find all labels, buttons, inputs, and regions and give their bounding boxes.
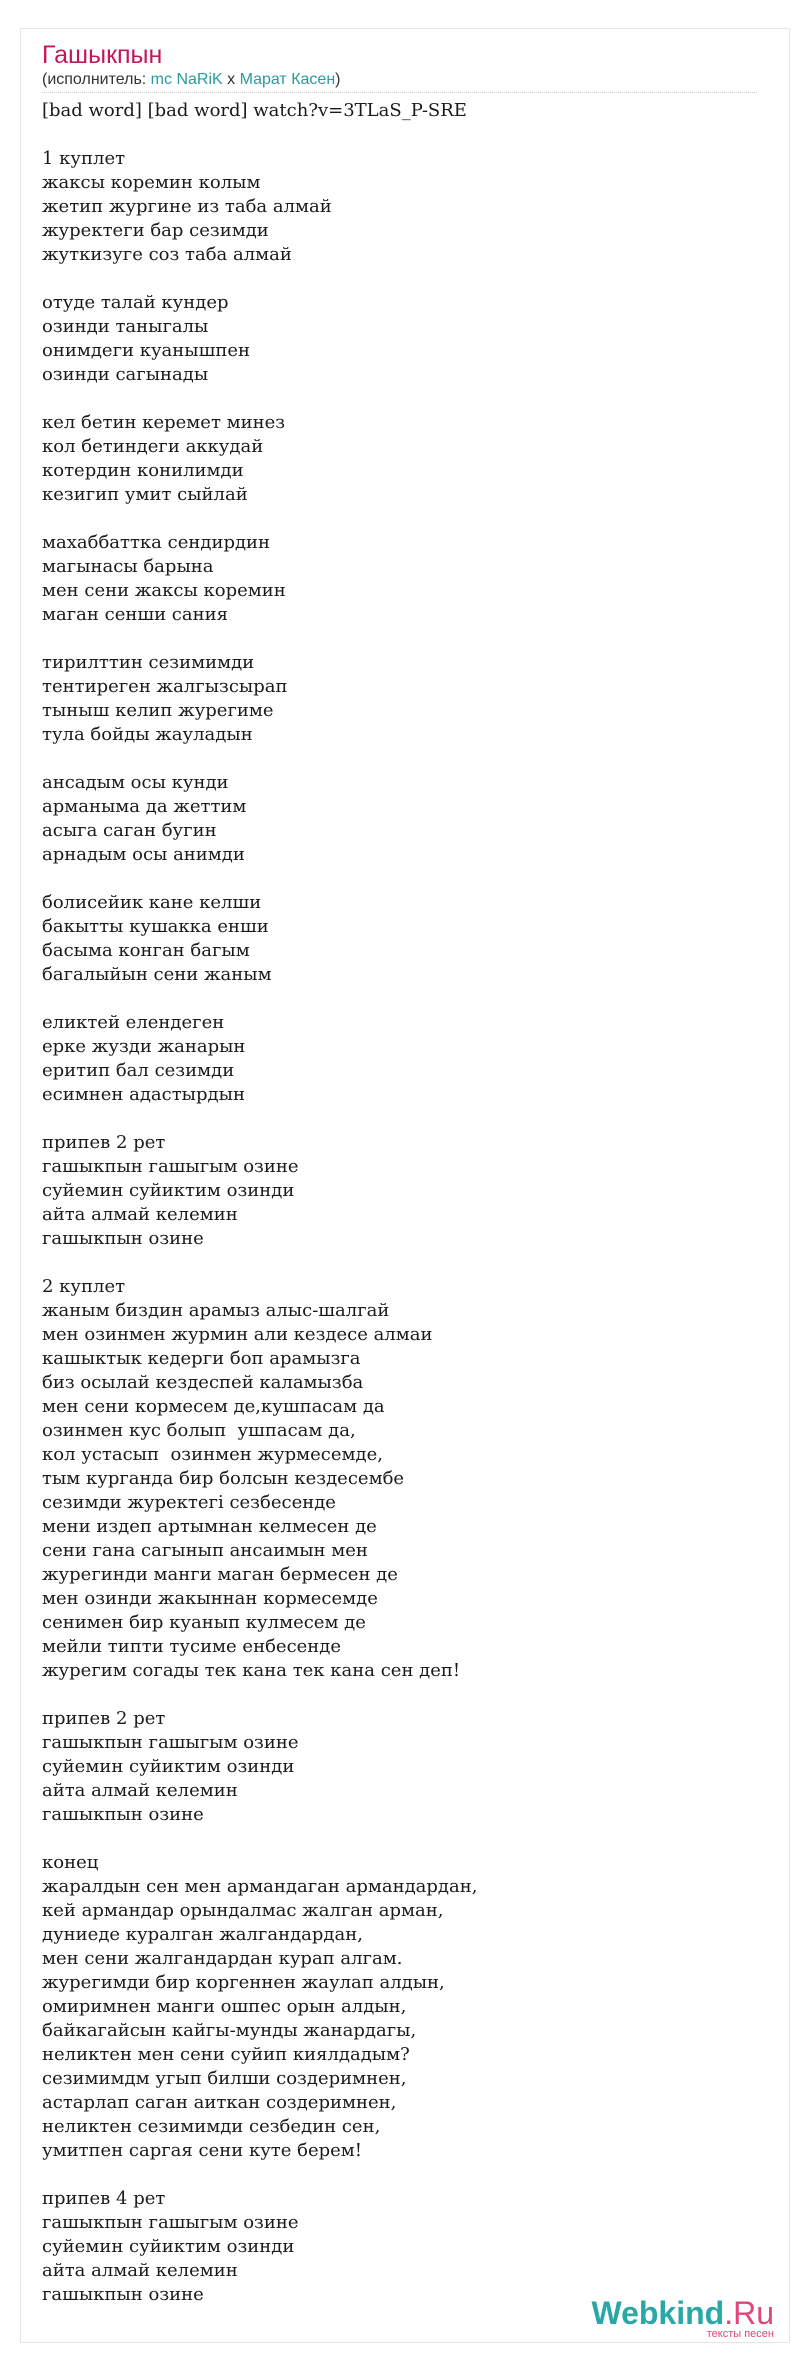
lyric-line: жуткизуге соз таба алмай xyxy=(42,244,292,265)
lyrics-text xyxy=(42,99,762,2307)
lyric-line: асыга саган бугин xyxy=(42,820,217,841)
lyric-line: байкагайсын кайгы-мунды жанардагы, xyxy=(42,2020,417,2041)
lyric-line: [bad word] [bad word] watch?v=3TLaS_P-SRE xyxy=(42,100,467,121)
lyric-line: жетип жургине из таба алмай xyxy=(42,196,332,217)
lyric-line xyxy=(42,123,762,147)
artist-line xyxy=(42,70,340,90)
lyric-line: дуниеде куралган жалгандардан, xyxy=(42,1924,363,1945)
lyric-line: кел бетин керемет минез xyxy=(42,412,286,433)
lyric-line: еликтей елендеген xyxy=(42,1012,225,1033)
lyric-line: астарлап саган аиткан создеримнен, xyxy=(42,2092,397,2113)
lyric-line: жаралдын сен мен армандаган армандардан, xyxy=(42,1876,478,1897)
lyric-line: озинди таныгалы xyxy=(42,316,209,337)
lyric-line xyxy=(42,507,762,531)
lyric-line: биз осылай кездеспей каламызба xyxy=(42,1372,364,1393)
lyric-line xyxy=(42,267,762,291)
lyric-line: журегинди манги маган бермесен де xyxy=(42,1564,398,1585)
lyric-line: мейли типти тусиме енбесенде xyxy=(42,1636,342,1657)
lyric-line: махаббаттка сендирдин xyxy=(42,532,271,553)
lyric-line: маган сенши сания xyxy=(42,604,228,625)
lyric-line: гашыкпын озине xyxy=(42,2284,204,2305)
lyric-line: кезигип умит сыйлай xyxy=(42,484,248,505)
lyric-line xyxy=(42,387,762,411)
lyric-line: мен сени жаксы коремин xyxy=(42,580,286,601)
lyric-line: ансадым осы кунди xyxy=(42,772,229,793)
lyric-line: припев 2 рет xyxy=(42,1132,166,1153)
webkind-logo[interactable] xyxy=(591,2296,774,2340)
lyric-line: гашыкпын гашыгым озине xyxy=(42,1732,299,1753)
lyric-line xyxy=(42,987,762,1011)
lyric-line: мен озинди жакыннан кормесемде xyxy=(42,1588,378,1609)
lyric-line: журегим согады тек кана тек кана сен деп! xyxy=(42,1660,461,1681)
title-divider xyxy=(42,92,757,93)
lyric-line: кол бетиндеги аккудай xyxy=(42,436,264,457)
lyric-line: неликтен мен сени суйип киялдадым? xyxy=(42,2044,410,2065)
lyric-line: тула бойды жауладын xyxy=(42,724,253,745)
lyric-line: кей армандар орындалмас жалган арман, xyxy=(42,1900,444,1921)
lyric-line: есимнен адастырдын xyxy=(42,1084,245,1105)
lyric-line: озинди сагынады xyxy=(42,364,209,385)
lyric-line: онимдеги куанышпен xyxy=(42,340,250,361)
lyric-line: айта алмай келемин xyxy=(42,1204,238,1225)
lyric-line: припев 4 рет xyxy=(42,2188,166,2209)
lyric-line: озинмен кус болып ушпасам да, xyxy=(42,1420,356,1441)
lyric-line: айта алмай келемин xyxy=(42,2260,238,2281)
lyric-line: тым курганда бир болсын кездесембе xyxy=(42,1468,405,1489)
lyric-line xyxy=(42,1827,762,1851)
lyric-line: еритип бал сезимди xyxy=(42,1060,235,1081)
lyric-line: журектеги бар сезимди xyxy=(42,220,269,241)
lyric-line: котердин конилимди xyxy=(42,460,244,481)
artist-separator: x xyxy=(222,71,240,88)
artist-suffix: ) xyxy=(335,71,341,88)
song-title: Гашыкпын xyxy=(42,41,163,69)
lyric-line xyxy=(42,747,762,771)
lyric-line: сенимен бир куанып кулмесем де xyxy=(42,1612,366,1633)
lyric-line: мен сени кормесем де,кушпасам да xyxy=(42,1396,385,1417)
lyric-line: арнадым осы анимди xyxy=(42,844,245,865)
lyric-line: 2 куплет xyxy=(42,1276,126,1297)
lyric-line: суйемин суйиктим озинди xyxy=(42,2236,295,2257)
lyric-line: багалыйын сени жаным xyxy=(42,964,272,985)
artist-prefix: (исполнитель: xyxy=(42,71,151,88)
lyric-line: журегимди бир коргеннен жаулап алдын, xyxy=(42,1972,445,1993)
lyric-line: тентиреген жалгызсырап xyxy=(42,676,288,697)
lyric-line: басыма конган багым xyxy=(42,940,250,961)
lyric-line: бакытты кушакка енши xyxy=(42,916,269,937)
lyric-line: суйемин суйиктим озинди xyxy=(42,1180,295,1201)
lyric-line: суйемин суйиктим озинди xyxy=(42,1756,295,1777)
lyric-line xyxy=(42,1107,762,1131)
lyric-line: умитпен саргая сени куте берем! xyxy=(42,2140,363,2161)
lyric-line: гашыкпын озине xyxy=(42,1804,204,1825)
lyric-line: омиримнен манги ошпес орын алдын, xyxy=(42,1996,407,2017)
lyric-line: кашыктык кедерги боп арамызга xyxy=(42,1348,361,1369)
lyric-line: жаксы коремин колым xyxy=(42,172,261,193)
lyric-line: 1 куплет xyxy=(42,148,126,169)
lyric-line: мен сени жалгандардан курап алгам. xyxy=(42,1948,403,1969)
logo-tagline: тексты песен xyxy=(706,2328,774,2340)
lyric-line xyxy=(42,627,762,651)
artist-link-marat-kasen[interactable]: Марат Касен xyxy=(239,71,336,88)
lyric-line: конец xyxy=(42,1852,99,1873)
lyric-line: мен озинмен журмин али кездесе алмаи xyxy=(42,1324,433,1345)
lyric-line: арманыма да жеттим xyxy=(42,796,247,817)
lyric-line xyxy=(42,1683,762,1707)
lyric-line: гашыкпын озине xyxy=(42,1228,204,1249)
lyric-line: сени гана сагынып ансаимын мен xyxy=(42,1540,368,1561)
lyric-line: гашыкпын гашыгым озине xyxy=(42,2212,299,2233)
lyric-line: отуде талай кундер xyxy=(42,292,229,313)
lyric-line: кол устасып озинмен журмесемде, xyxy=(42,1444,383,1465)
lyric-line: жаным биздин арамыз алыс-шалгай xyxy=(42,1300,390,1321)
lyric-line: магынасы барына xyxy=(42,556,214,577)
lyric-line: тирилттин сезимимди xyxy=(42,652,255,673)
lyric-line: болисейик кане келши xyxy=(42,892,262,913)
lyric-line: тыныш келип журегиме xyxy=(42,700,274,721)
lyric-line xyxy=(42,1251,762,1275)
lyric-line: айта алмай келемин xyxy=(42,1780,238,1801)
artist-link-narik[interactable]: mc NaRiK xyxy=(150,71,223,88)
lyric-line: припев 2 рет xyxy=(42,1708,166,1729)
lyric-line: ерке жузди жанарын xyxy=(42,1036,246,1057)
lyric-line: неликтен сезимимди сезбедин сен, xyxy=(42,2116,381,2137)
lyric-line xyxy=(42,2163,762,2187)
lyric-line: сезимимдм угып билши создеримнен, xyxy=(42,2068,407,2089)
lyric-line: мени издеп артымнан келмесен де xyxy=(42,1516,377,1537)
lyric-line xyxy=(42,867,762,891)
logo-wordmark: Webkind.Ru xyxy=(591,2295,774,2331)
lyric-line: сезимди журектегi сезбесенде xyxy=(42,1492,336,1513)
lyric-line: гашыкпын гашыгым озине xyxy=(42,1156,299,1177)
